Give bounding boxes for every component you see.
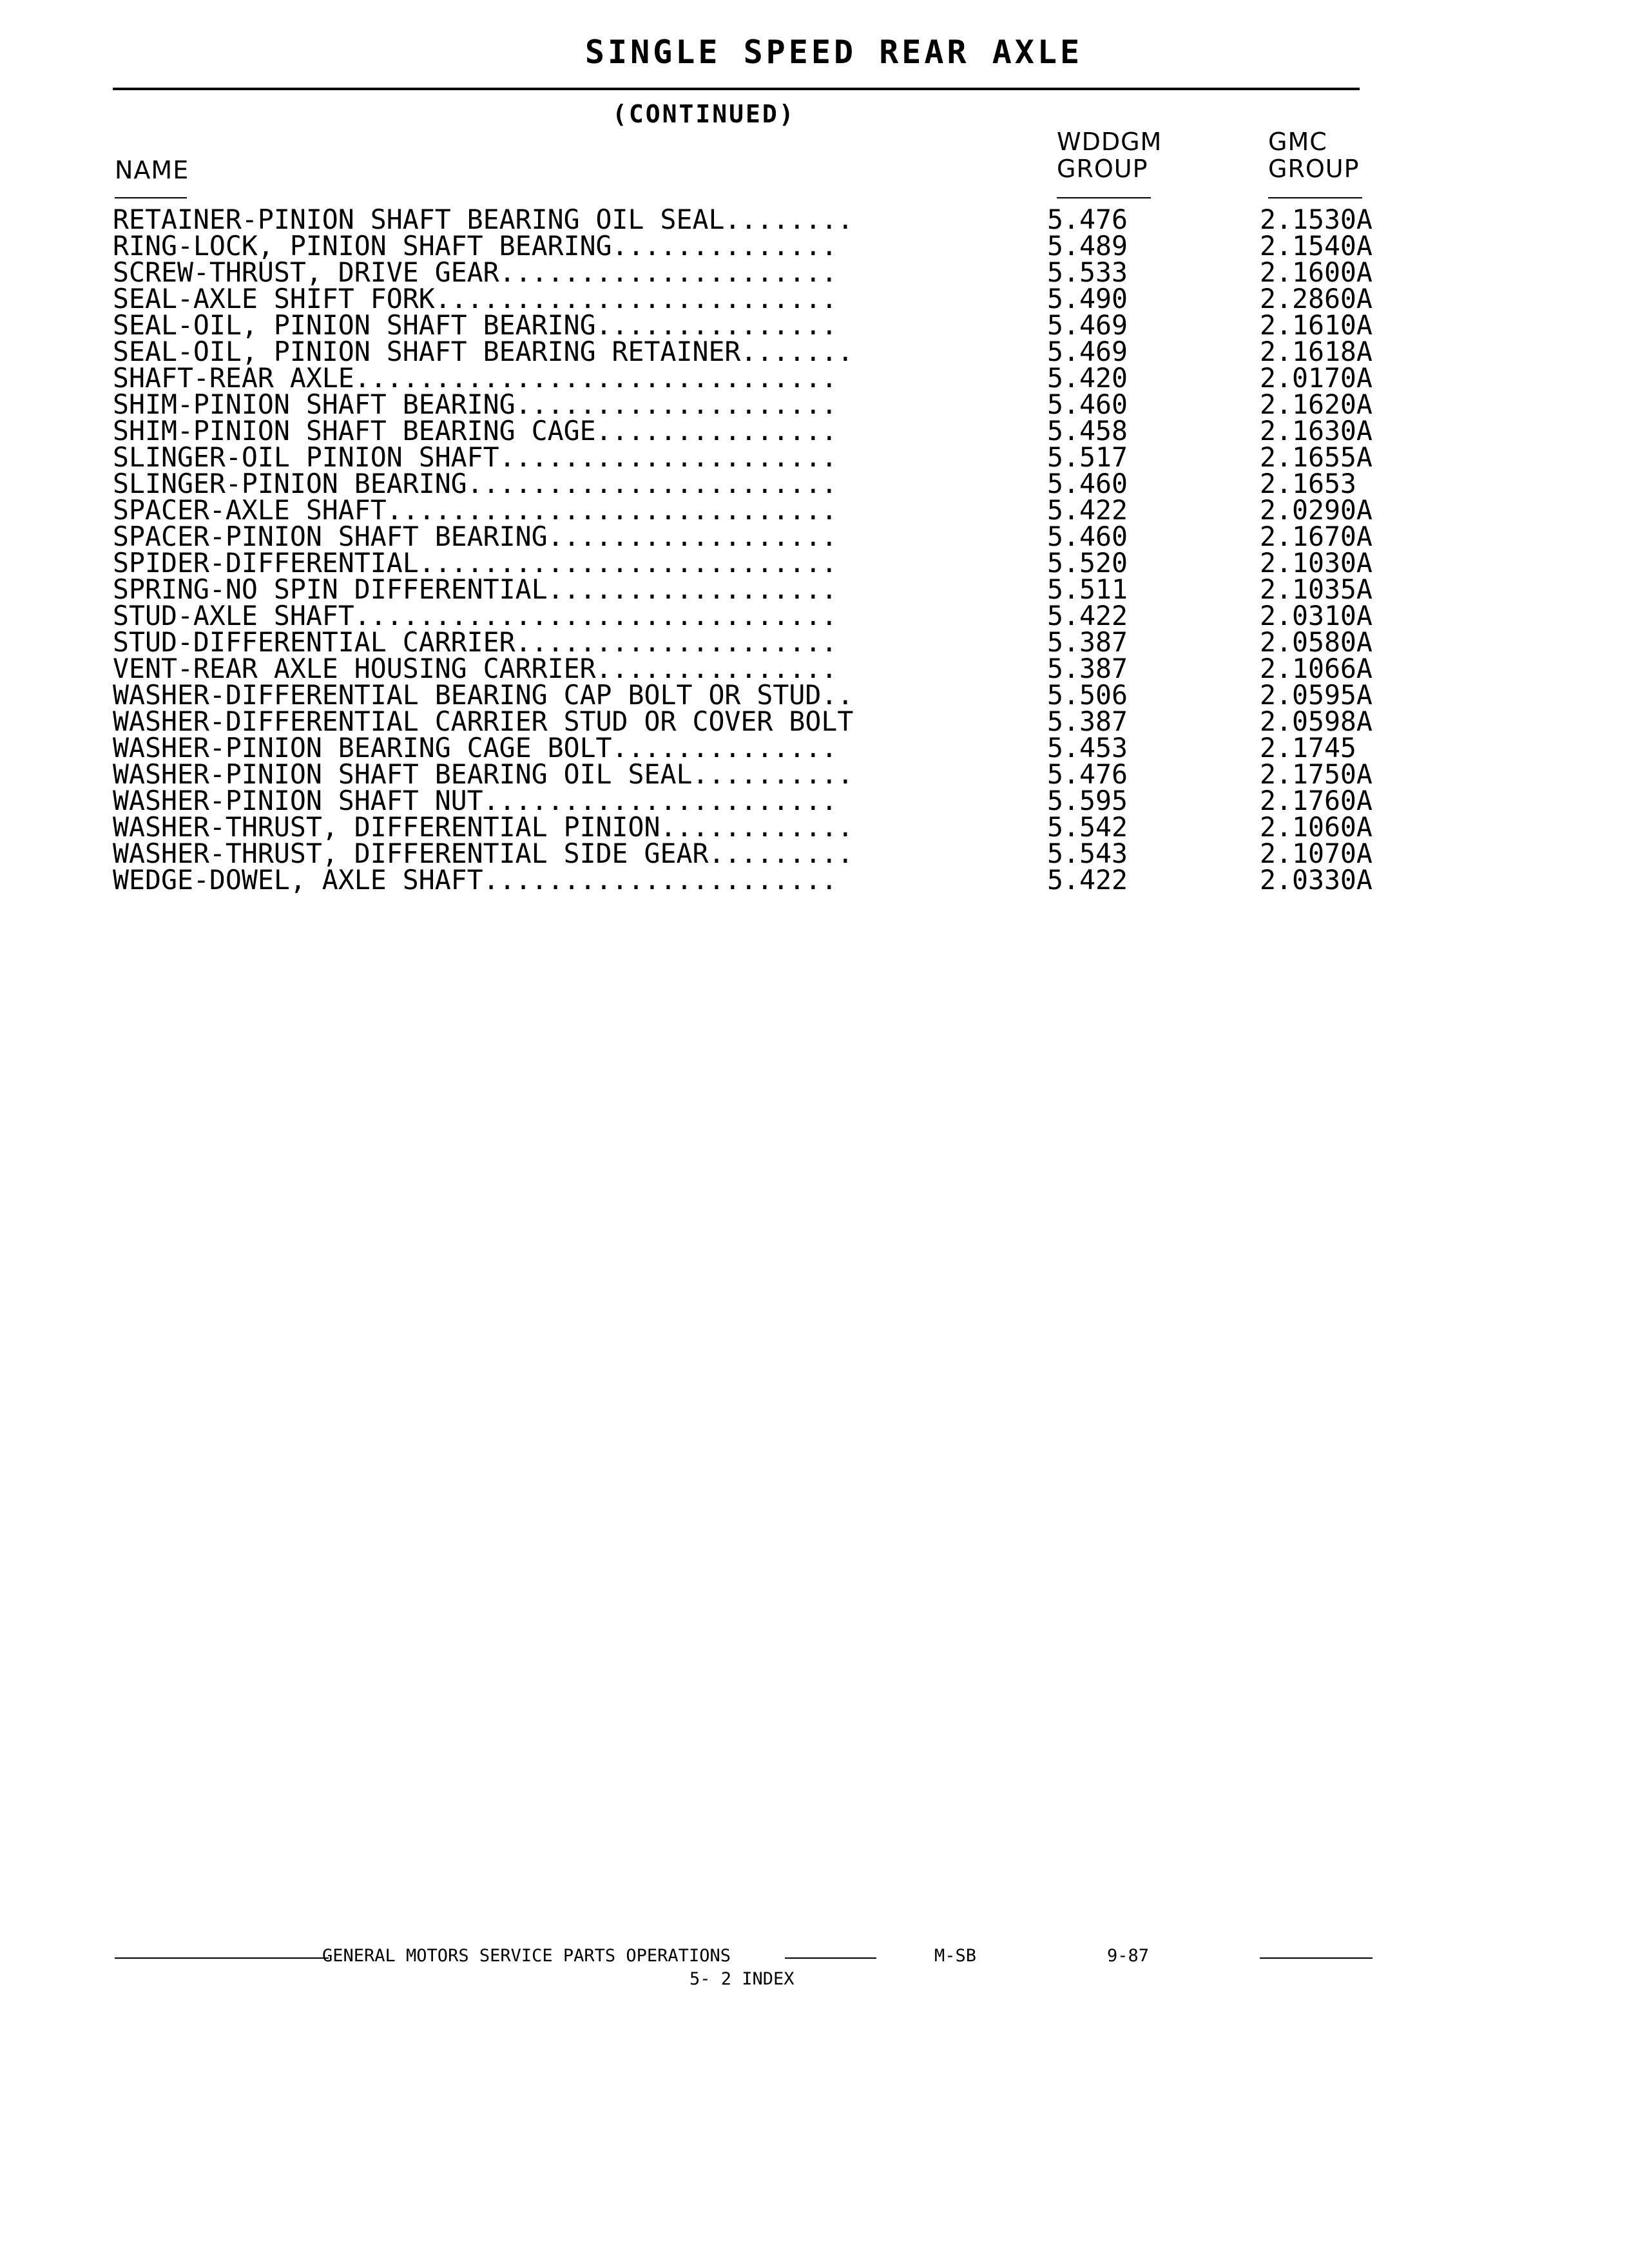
part-name: WEDGE-DOWEL, AXLE SHAFT......................: [113, 864, 838, 896]
wddgm-group: 5.422: [1047, 864, 1128, 896]
wddgm-group: 5.490: [1047, 283, 1128, 314]
part-name: SPRING-NO SPIN DIFFERENTIAL..................: [113, 573, 838, 605]
wddgm-header-line1: WDDGM: [1057, 128, 1162, 156]
gmc-header-underline: [1268, 197, 1362, 198]
gmc-group: 2.1620A: [1260, 389, 1373, 420]
gmc-group: 2.0598A: [1260, 706, 1373, 737]
wddgm-group: 5.542: [1047, 811, 1128, 843]
wddgm-group: 5.458: [1047, 415, 1128, 447]
table-row: [113, 312, 1427, 338]
footer-date: 9-87: [1107, 1946, 1150, 1966]
wddgm-group: 5.520: [1047, 547, 1128, 579]
wddgm-group: 5.387: [1047, 626, 1128, 658]
gmc-group: 2.1066A: [1260, 653, 1373, 684]
part-name: WASHER-PINION SHAFT NUT......................: [113, 785, 838, 816]
gmc-group: 2.1760A: [1260, 785, 1373, 816]
gmc-group: 2.0170A: [1260, 362, 1373, 394]
wddgm-group: 5.460: [1047, 521, 1128, 552]
wddgm-header-line2: GROUP: [1057, 155, 1148, 183]
wddgm-group: 5.469: [1047, 309, 1128, 341]
part-name: SHIM-PINION SHAFT BEARING CAGE...............: [113, 415, 838, 447]
gmc-group: 2.1600A: [1260, 256, 1373, 288]
footer-rule-left: [115, 1957, 329, 1959]
wddgm-group: 5.517: [1047, 441, 1128, 473]
wddgm-group: 5.422: [1047, 494, 1128, 526]
gmc-group: 2.0595A: [1260, 679, 1373, 711]
table-row: [113, 206, 1427, 233]
table-row: [113, 285, 1427, 312]
gmc-group: 2.1610A: [1260, 309, 1373, 341]
part-name: WASHER-PINION BEARING CAGE BOLT..............: [113, 732, 838, 764]
part-name: SLINGER-OIL PINION SHAFT.....................: [113, 441, 838, 473]
wddgm-group: 5.460: [1047, 389, 1128, 420]
part-name: SPACER-AXLE SHAFT............................: [113, 494, 838, 526]
table-row: [113, 233, 1427, 259]
table-row: [113, 602, 1427, 629]
table-row: [113, 814, 1427, 840]
wddgm-group: 5.469: [1047, 336, 1128, 367]
title-rule: [113, 88, 1360, 90]
wddgm-group: 5.420: [1047, 362, 1128, 394]
part-name: SCREW-THRUST, DRIVE GEAR.....................: [113, 256, 838, 288]
name-header-underline: [115, 197, 187, 198]
wddgm-group: 5.533: [1047, 256, 1128, 288]
table-row: [113, 259, 1427, 285]
gmc-group: 2.1630A: [1260, 415, 1373, 447]
gmc-group: 2.1030A: [1260, 547, 1373, 579]
part-name: WASHER-DIFFERENTIAL CARRIER STUD OR COVER BOLT: [113, 706, 854, 737]
part-name: SPIDER-DIFFERENTIAL..........................: [113, 547, 838, 579]
gmc-group: 2.1745: [1260, 732, 1356, 764]
table-row: [113, 708, 1427, 735]
table-row: [113, 550, 1427, 576]
table-row: [113, 497, 1427, 523]
part-name: VENT-REAR AXLE HOUSING CARRIER...............: [113, 653, 838, 684]
gmc-group: 2.1060A: [1260, 811, 1373, 843]
table-row: [113, 787, 1427, 814]
gmc-group: 2.0580A: [1260, 626, 1373, 658]
table-row: [113, 418, 1427, 444]
table-row: [113, 523, 1427, 550]
parts-rows: [113, 204, 1427, 896]
gmc-group: 2.0310A: [1260, 600, 1373, 631]
wddgm-group: 5.511: [1047, 573, 1128, 605]
part-name: SEAL-OIL, PINION SHAFT BEARING...............: [113, 309, 838, 341]
gmc-group: 2.1035A: [1260, 573, 1373, 605]
wddgm-group: 5.387: [1047, 706, 1128, 737]
gmc-group: 2.1070A: [1260, 838, 1373, 869]
part-name: SEAL-AXLE SHIFT FORK.........................: [113, 283, 838, 314]
page-title: SINGLE SPEED REAR AXLE: [584, 34, 1083, 71]
part-name: WASHER-PINION SHAFT BEARING OIL SEAL..........: [113, 758, 854, 790]
name-header: NAME: [115, 156, 189, 184]
part-name: WASHER-THRUST, DIFFERENTIAL SIDE GEAR.........: [113, 838, 854, 869]
gmc-group: 2.1618A: [1260, 336, 1373, 367]
gmc-group: 2.1540A: [1260, 230, 1373, 262]
table-row: [113, 867, 1427, 893]
gmc-group: 2.1530A: [1260, 204, 1373, 235]
wddgm-group: 5.460: [1047, 468, 1128, 499]
table-row: [113, 576, 1427, 602]
wddgm-header-underline: [1057, 197, 1151, 198]
table-row: [113, 761, 1427, 787]
table-row: [113, 444, 1427, 470]
part-name: STUD-AXLE SHAFT..............................: [113, 600, 838, 631]
part-name: SHIM-PINION SHAFT BEARING....................: [113, 389, 838, 420]
footer-company: GENERAL MOTORS SERVICE PARTS OPERATIONS: [322, 1946, 731, 1966]
table-row: [113, 365, 1427, 391]
table-row: [113, 735, 1427, 761]
part-name: RETAINER-PINION SHAFT BEARING OIL SEAL........: [113, 204, 854, 235]
part-name: WASHER-THRUST, DIFFERENTIAL PINION............: [113, 811, 854, 843]
table-row: [113, 629, 1427, 655]
page-subtitle: (CONTINUED): [612, 100, 796, 128]
table-row: [113, 655, 1427, 682]
gmc-header-line2: GROUP: [1268, 155, 1360, 183]
gmc-group: 2.1750A: [1260, 758, 1373, 790]
table-row: [113, 391, 1427, 418]
part-name: SLINGER-PINION BEARING.......................: [113, 468, 838, 499]
wddgm-group: 5.595: [1047, 785, 1128, 816]
gmc-group: 2.1653: [1260, 468, 1356, 499]
table-row: [113, 338, 1427, 365]
gmc-group: 2.0330A: [1260, 864, 1373, 896]
wddgm-group: 5.476: [1047, 758, 1128, 790]
table-row: [113, 682, 1427, 708]
gmc-group: 2.1670A: [1260, 521, 1373, 552]
wddgm-group: 5.387: [1047, 653, 1128, 684]
wddgm-group: 5.506: [1047, 679, 1128, 711]
wddgm-group: 5.489: [1047, 230, 1128, 262]
wddgm-group: 5.543: [1047, 838, 1128, 869]
part-name: SHAFT-REAR AXLE..............................: [113, 362, 838, 394]
part-name: RING-LOCK, PINION SHAFT BEARING..............: [113, 230, 838, 262]
gmc-group: 2.0290A: [1260, 494, 1373, 526]
part-name: SEAL-OIL, PINION SHAFT BEARING RETAINER.......: [113, 336, 854, 367]
part-name: STUD-DIFFERENTIAL CARRIER....................: [113, 626, 838, 658]
table-row: [113, 840, 1427, 867]
footer-rule-middle: [785, 1957, 876, 1959]
part-name: SPACER-PINION SHAFT BEARING..................: [113, 521, 838, 552]
wddgm-group: 5.476: [1047, 204, 1128, 235]
footer-rule-right: [1260, 1957, 1373, 1959]
gmc-group: 2.2860A: [1260, 283, 1373, 314]
parts-index-table: [113, 204, 1427, 896]
gmc-group: 2.1655A: [1260, 441, 1373, 473]
footer-page: 5- 2 INDEX: [689, 1969, 795, 1989]
wddgm-group: 5.422: [1047, 600, 1128, 631]
part-name: WASHER-DIFFERENTIAL BEARING CAP BOLT OR STUD..: [113, 679, 854, 711]
table-row: [113, 470, 1427, 497]
footer-code: M-SB: [934, 1946, 977, 1966]
gmc-header-line1: GMC: [1268, 128, 1327, 156]
wddgm-group: 5.453: [1047, 732, 1128, 764]
